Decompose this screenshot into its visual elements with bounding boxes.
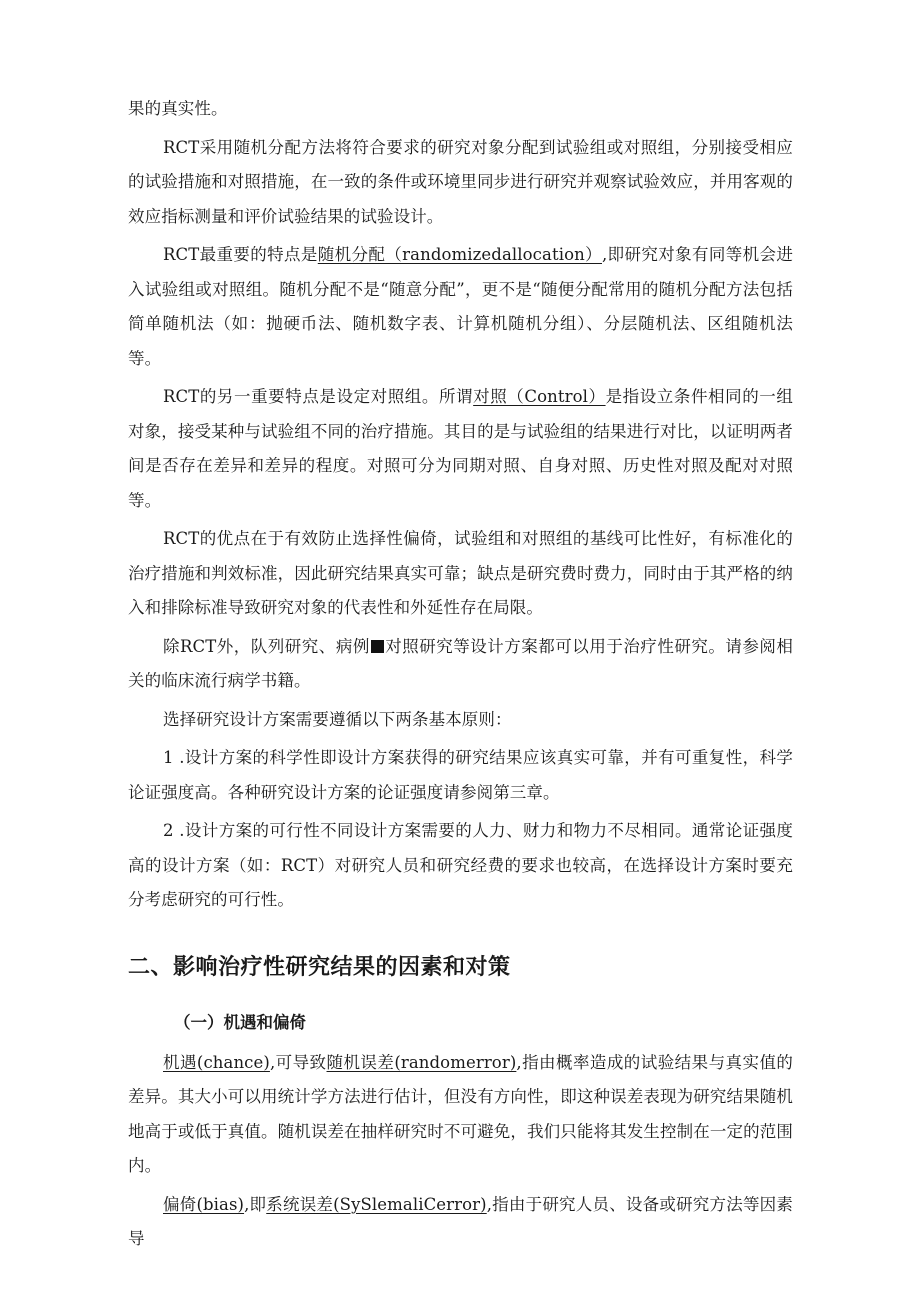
paragraph-rct-definition: RCT采用随机分配方法将符合要求的研究对象分配到试验组或对照组，分别接受相应的试验措施和对照措施，在一致的条件或环境里同步进行研究并观察试验效应，并用客观的效应指标测量和评价试验结果的试验设计。 <box>128 137 793 226</box>
text: RCT最重要的特点是 <box>163 245 318 264</box>
text: RCT的另一重要特点是设定对照组。所谓 <box>163 387 474 406</box>
paragraph-control-group <box>128 380 793 518</box>
text: ,指由概率造成的试验结果与真实值的差异。其大小可以用统计学方法进行估计，但没有方向性，即这种误差表现为研究结果随机地高于或低于真值。随机误差在抽样研究时不可避免，我们只能将其发生控制在一定的范围内。 <box>128 1052 794 1175</box>
paragraph-0: 果的真实性。 <box>128 99 228 118</box>
link-chance[interactable]: 机遇(chance) <box>163 1052 270 1072</box>
paragraph-other-designs <box>128 630 793 699</box>
text: 除RCT外，队列研究、病例 <box>163 636 370 656</box>
link-bias[interactable]: 偏倚(bias) <box>163 1194 245 1214</box>
paragraph-randomization <box>128 238 793 376</box>
paragraph-bias <box>128 1188 793 1257</box>
paragraph-principles-intro: 选择研究设计方案需要遵循以下两条基本原则： <box>163 709 512 729</box>
text: ,即 <box>244 1194 267 1214</box>
black-square-icon <box>371 640 384 653</box>
paragraph-chance <box>128 1046 793 1184</box>
link-random-error[interactable]: 随机误差(randomerror) <box>326 1052 517 1072</box>
text: ,可导致 <box>269 1052 327 1072</box>
link-systematic-error[interactable]: 系统误差(SySlemaliCerror) <box>266 1194 487 1214</box>
text: ,即研究对象有同等机会进入试验组或对照组。随机分配不是“随意分配”，更不是“随便分配常用的随机分配方法包括简单随机法（如：抛硬币法、随机数字表、计算机随机分组）、分层随机法、区组随机法等。 <box>128 245 793 368</box>
link-control[interactable]: 对照（Control） <box>473 387 606 406</box>
document-page <box>128 92 793 1257</box>
paragraph-rct-advantages: RCT的优点在于有效防止选择性偏倚，试验组和对照组的基线可比性好，有标准化的治疗措施和判效标准，因此研究结果真实可靠；缺点是研究费时费力，同时由于其严格的纳入和排除标准导致研究对象的代表性和外延性存在局限。 <box>128 529 793 617</box>
text: 对照研究等设计方案都可以用于治疗性研究。请参阅相关的临床流行病学书籍。 <box>128 636 793 690</box>
text: ,指由于研究人员、设备或研究方法等因素导 <box>128 1194 793 1248</box>
paragraph-principle-1: 1 .设计方案的科学性即设计方案获得的研究结果应该真实可靠，并有可重复性，科学论证强度高。各种研究设计方案的论证强度请参阅第三章。 <box>128 748 793 802</box>
section-heading: 二、影响治疗性研究结果的因素和对策 <box>128 954 511 980</box>
link-randomized-allocation[interactable]: 随机分配（randomizedallocation） <box>317 245 602 264</box>
text: 是指设立条件相同的一组对象，接受某种与试验组不同的治疗措施。其目的是与试验组的结果进行对比，以证明两者间是否存在差异和差异的程度。对照可分为同期对照、自身对照、历史性对照及配对对照等。 <box>128 387 793 510</box>
paragraph-principle-2: 2 .设计方案的可行性不同设计方案需要的人力、财力和物力不尽相同。通常论证强度高的设计方案（如：RCT）对研究人员和研究经费的要求也较高，在选择设计方案时要充分考虑研究的可行性。 <box>128 821 793 909</box>
subsection-heading: （一）机遇和偏倚 <box>174 1012 306 1032</box>
